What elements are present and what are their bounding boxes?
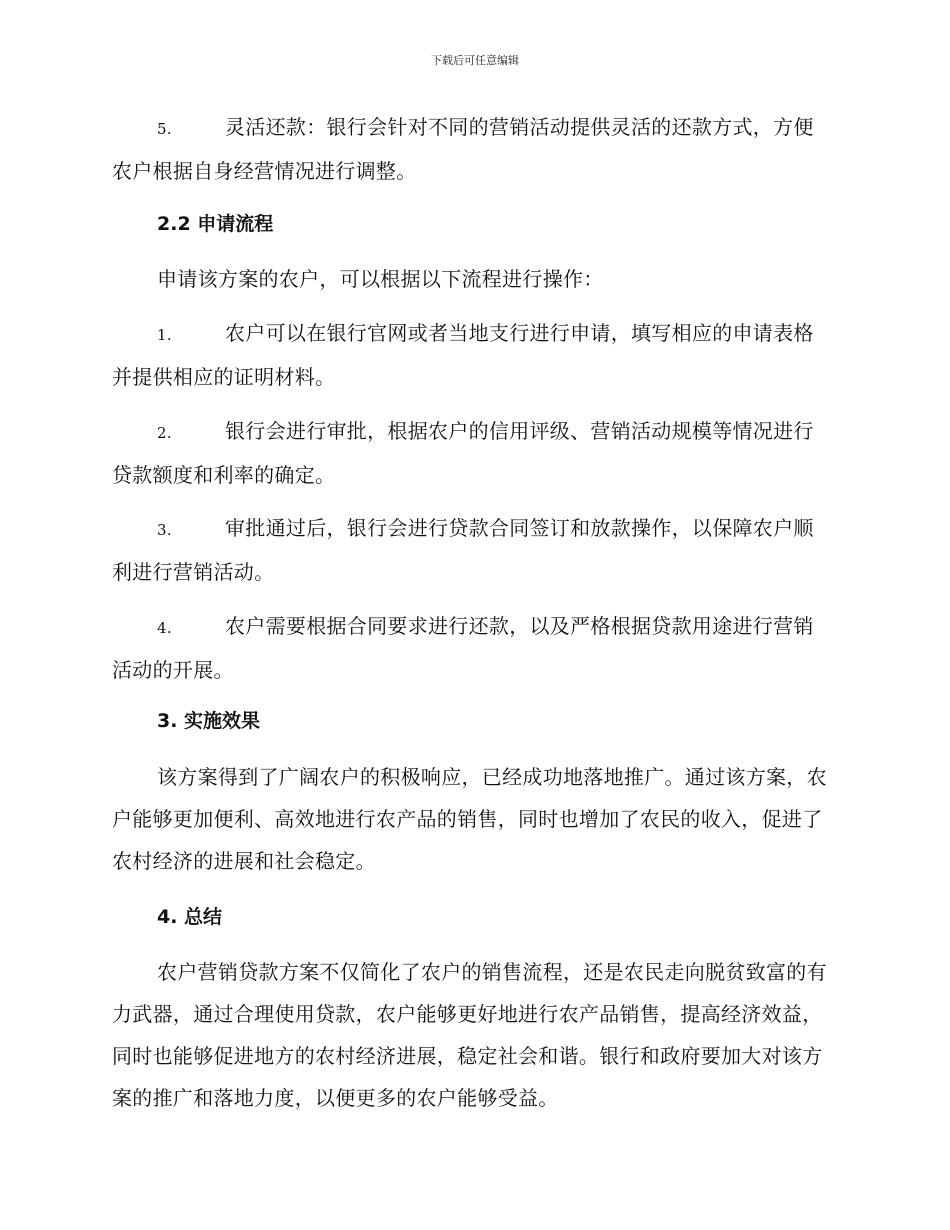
list-number: 4. xyxy=(157,619,172,637)
list-text: 灵活还款：银行会针对不同的营销活动提供灵活的还款方式，方便农户根据自身经营情况进行调整。 xyxy=(112,115,814,183)
list-text: 农户可以在银行官网或者当地支行进行申请，填写相应的申请表格并提供相应的证明材料。 xyxy=(112,321,814,389)
list-text: 农户需要根据合同要求进行还款，以及严格根据贷款用途进行营销活动的开展。 xyxy=(112,614,814,682)
list-item xyxy=(112,605,832,691)
section-4-body: 农户营销贷款方案不仅简化了农户的销售流程，还是农民走向脱贫致富的有力武器，通过合理使用贷款，农户能够更好地进行农产品销售，提高经济效益，同时也能够促进地方的农村经济进展，稳定社会和谐。银行和政府要加大对该方案的推广和落地力度，以便更多的农户能够受益。 xyxy=(112,960,827,1110)
list-item xyxy=(112,507,832,593)
feature-item-5 xyxy=(112,106,832,192)
list-number: 3. xyxy=(157,521,172,539)
section-heading-4: 4. 总结 xyxy=(157,906,223,928)
section-heading-2-2: 2.2 申请流程 xyxy=(157,213,274,235)
section-heading-3: 3. 实施效果 xyxy=(157,710,261,732)
list-number: 2. xyxy=(157,424,172,442)
list-number: 5. xyxy=(157,120,172,138)
page-header: 下载后可任意编辑 xyxy=(431,54,519,67)
list-number: 1. xyxy=(157,326,172,344)
list-text: 审批通过后，银行会进行贷款合同签订和放款操作，以保障农户顺利进行营销活动。 xyxy=(112,516,814,584)
list-text: 银行会进行审批，根据农户的信用评级、营销活动规模等情况进行贷款额度和利率的确定。 xyxy=(112,419,814,487)
section-2-2-intro: 申请该方案的农户，可以根据以下流程进行操作： xyxy=(157,267,604,291)
list-item xyxy=(112,312,832,398)
section-3-body: 该方案得到了广阔农户的积极响应，已经成功地落地推广。通过该方案，农户能够更加便利、高效地进行农产品的销售，同时也增加了农民的收入，促进了农村经济的进展和社会稳定。 xyxy=(112,765,827,873)
list-item xyxy=(112,410,832,496)
